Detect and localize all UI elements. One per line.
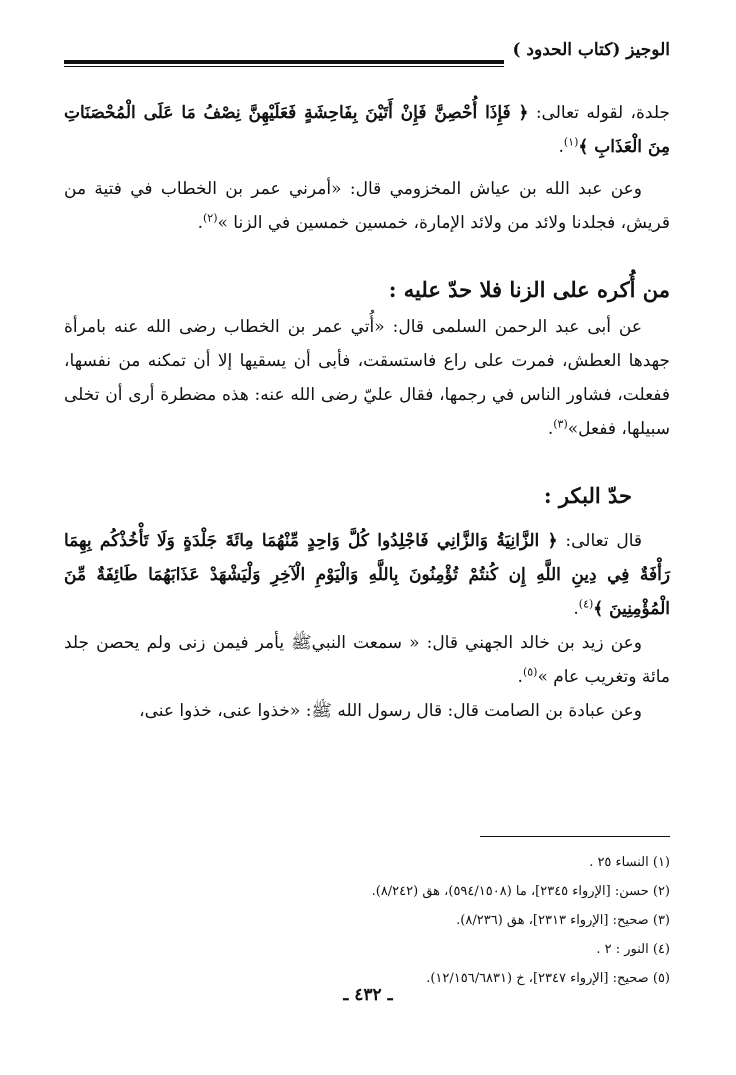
page-number: ـ ٤٣٢ ـ [343, 985, 393, 1005]
quran-verse-1: ﴿ فَإِذَا أُحْصِنَّ فَإِنْ أَتَيْنَ بِفَاحِشَةٍ فَعَلَيْهِنَّ نِصْفُ مَا عَلَى الْمُحْصَنَاتِ مِنَ الْعَذَابِ ﴾ [64, 103, 670, 157]
paragraph-5-text: وعن زيد بن خالد الجهني قال: « سمعت النبيﷺ يأمر فيمن زنى ولم يحصن جلد مائة وتغريب عام » [64, 633, 670, 687]
paragraph-4 [64, 524, 670, 626]
footnote-2: (٢) حسن: [الإرواء ٢٣٤٥]، ما (٥٩٤/١٥٠٨)، هق (٨/٢٤٢). [371, 884, 670, 899]
header-rule [64, 60, 504, 64]
section-heading-unmarried: حدّ البكر : [543, 483, 632, 508]
footnote-1: (١) النساء ٢٥ . [589, 855, 670, 870]
quran-verse-2: ﴿ الزَّانِيَةُ وَالزَّانِي فَاجْلِدُوا كُلَّ وَاحِدٍ مِّنْهُمَا مِائَةَ جَلْدَةٍ وَلَا تَأْخُذْكُم بِهِمَا رَأْفَةٌ فِي دِينِ اللَّهِ إِن كُنتُمْ تُؤْمِنُونَ بِاللَّهِ وَالْيَوْمِ الْآخِرِ وَلْيَشْهَدْ عَذَابَهُمَا طَائِفَةٌ مِّنَ الْمُؤْمِنِينَ ﴾ [64, 531, 670, 619]
paragraph-5 [64, 626, 670, 694]
footnote-5: (٥) صحيح: [الإرواء ٢٣٤٧]، خ (١٢/١٥٦/٦٨٣١). [426, 971, 670, 986]
paragraph-3 [64, 310, 670, 446]
footnote-divider [480, 836, 670, 837]
footnote-4: (٤) النور : ٢ . [596, 942, 670, 957]
paragraph-4-end: . [573, 599, 579, 619]
header-title: الوجيز (كتاب الحدود ) [512, 40, 670, 60]
main-text [64, 96, 670, 728]
section-heading-coercion: من أُكره على الزنا فلا حدّ عليه : [388, 277, 670, 302]
paragraph-2-end: . [197, 213, 203, 233]
footnote-ref-5[interactable]: (٥) [522, 665, 538, 679]
paragraph-3-text: عن أبى عبد الرحمن السلمى قال: «أُتي عمر بن الخطاب رضى الله عنه بامرأة جهدها العطش، فمرت على راع فاستسقت، فأبى أن يسقيها إلا أن تمكنه من نفسها، ففعلت، فشاور الناس في رجمها، فقال عليّ رضى الله عنه: هذه مضطرة أرى أن تخلى سبيلها، ففعل» [64, 317, 670, 439]
running-header [64, 40, 670, 74]
paragraph-5-end: . [517, 667, 523, 687]
paragraph-2-text: وعن عبد الله بن عياش المخزومي قال: «أمرني عمر بن الخطاب في فتية من قريش، فجلدنا ولائد من ولائد الإمارة، خمسين خمسين في الزنا » [64, 179, 670, 233]
paragraph-1-end: . [558, 137, 564, 157]
footnote-ref-3[interactable]: (٣) [553, 417, 568, 431]
paragraph-3-end: . [547, 419, 554, 439]
paragraph-6-text: وعن عبادة بن الصامت قال: قال رسول الله ﷺ: «خذوا عنى، خذوا عنى، [139, 701, 642, 721]
footnote-ref-2[interactable]: (٢) [202, 211, 218, 225]
paragraph-1-text: جلدة، لقوله تعالى: [528, 103, 670, 123]
header-rule-thin [64, 66, 504, 67]
paragraph-2 [64, 172, 670, 240]
paragraph-4-text: قال تعالى: [557, 531, 643, 551]
footnotes [64, 848, 670, 993]
footnote-ref-1[interactable]: (١) [563, 135, 579, 149]
paragraph-6 [64, 694, 670, 728]
footnote-3: (٣) صحيح: [الإرواء ٢٣١٣]، هق (٨/٢٣٦). [456, 913, 670, 928]
paragraph-1 [64, 96, 670, 164]
footnote-ref-4[interactable]: (٤) [578, 597, 594, 611]
